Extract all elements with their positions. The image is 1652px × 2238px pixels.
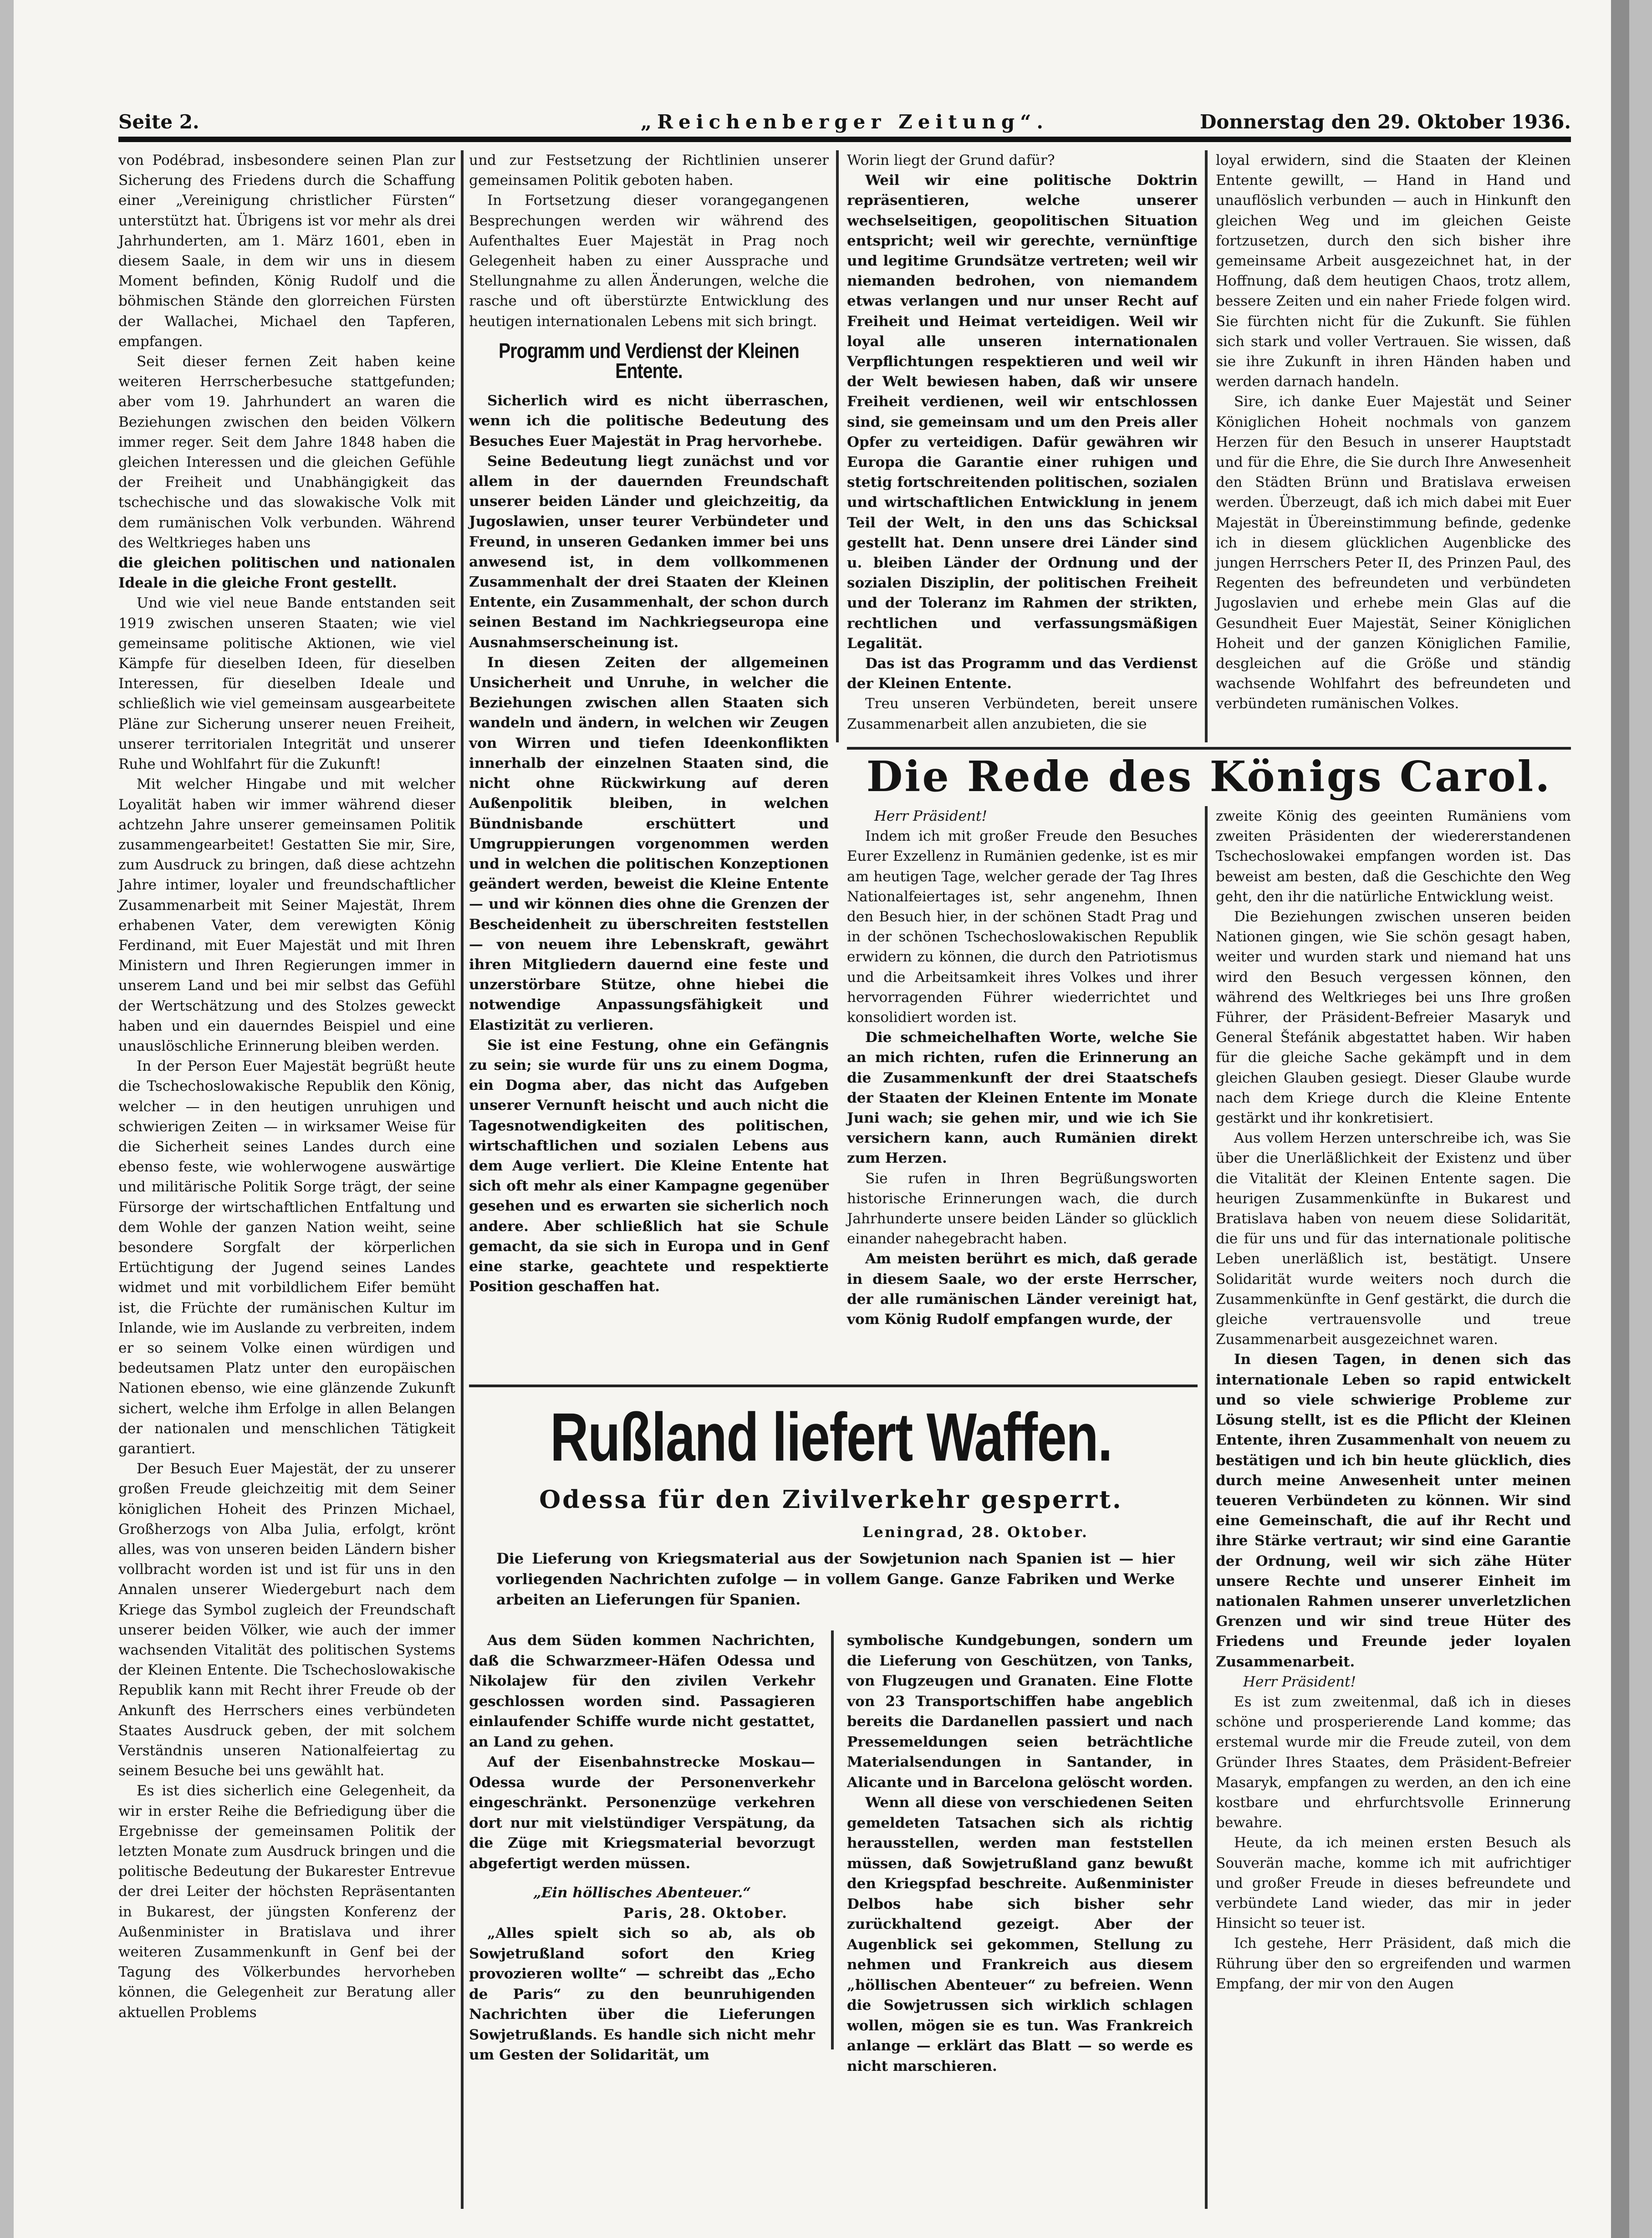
paragraph: Seit dieser fernen Zeit haben keine weiteren Herrscherbesuche stattgefunden; aber vom 19. Jahrhundert an waren die Beziehungen zwischen den beiden Völkern immer reger. Seit dem Jahre 1848 haben die gleichen Interessen und die gleichen Gefühle der Freiheit und Unabhängigkeit das tschechische und das slowakische Volk mit dem rumänischen Volk verbunden. Während des Weltkrieges haben uns [118,353,455,551]
column-1 [118,150,455,2213]
lead-paragraph: Die Lieferung von Kriegsmaterial aus der Sowjetunion nach Spanien ist — hier vorliegenden Nachrichten zufolge — in vollem Gange. Ganze Fabriken und Werke arbeiten an Lieferungen für Spanien. [496,1550,1175,1608]
paragraph: Seine Bedeutung liegt zunächst und vor allem in der dauernden Freundschaft unserer beiden Länder und gleichzeitig, da Jugoslawien, unser teurer Verbündeter und Freund, in unseren Gedanken immer bei uns anwesend ist, in dem vollkommenen Zusammenhalt der drei Staaten der Kleinen Entente, ein Zusammenhalt, der schon durch seinen Bestand im Nachkriegseuropa eine Ausnahmserscheinung ist. [469,453,829,651]
paragraph: Ich gestehe, Herr Präsident, daß mich die Rührung über den so ergreifenden und warmen Empfang, der mir von den Augen [1216,1935,1571,1992]
paragraph: loyal erwidern, sind die Staaten der Kleinen Entente gewillt, — Hand in Hand und unauflöslich verbunden — auch in Hinkunft den gleichen Weg und im gleichen Geiste fortzusetzen, durch den sich bisher ihre gemeinsame Arbeit ausgezeichnet hat, in der Hoffnung, daß dem heutigen Chaos, trotz allem, bessere Zeiten und ein naher Friede folgen wird. Sie fürchten nicht für die Zukunft. Sie fühlen sich stark und voller Vertrauen. Sie wissen, daß sie ihre Zukunft in ihren Händen haben und werden darnach handeln. [1216,152,1571,390]
paragraph: In der Person Euer Majestät begrüßt heute die Tschechoslowakische Republik den König, welcher — in den heutigen unruhigen und schwierigen Zeiten — in wirksamer Weise für die Sicherheit seines Landes durch eine ebenso feste, wie wohlerwogene auswärtige und militärische Politik Sorge trägt, der seine Fürsorge der wirtschaftlichen Entfaltung und dem Wohle der ganzen Nation weiht, seine besondere Sorgfalt der körperlichen Ertüchtigung der Jugend seines Landes widmet und mit vorbildlichem Eifer bemüht ist, die Früchte der rumänischen Kultur im Inlande, wie im Auslande zu verbreiten, indem er so seinem Volke einen würdigen und bedeutsamen Platz unter den europäischen Nationen ebenso, wie eine glänzende Zukunft sichert, welche ihm Erfolge in allen Belangen der nationalen und menschlichen Tätigkeit garantiert. [118,1058,455,1457]
paragraph: von Podébrad, insbesondere seinen Plan zur Sicherung des Friedens durch die Schaffung einer „Vereinigung christlicher Fürsten“ unterstützt hat. Übrigens ist vor mehr als drei Jahrhunderten, am 1. März 1601, eben in diesem Saale, in dem wir uns in diesem Moment befinden, König Rudolf und die böhmischen Stände den glorreichen Fürsten der Wallachei, Michael den Tapferen, empfangen. [118,152,455,350]
paragraph: Das ist das Programm und das Verdienst der Kleinen Entente. [847,655,1198,692]
paragraph: Indem ich mit großer Freude den Besuches Eurer Exzellenz in Rumänien gedenke, ist es mir am heutigen Tage, welcher gerade der Tag Ihres Nationalfeiertages ist, sehr angenehm, Ihnen den Besuch hier, in der schönen Stadt Prag und in der schönen Tschechoslowakischen Republik erwidern zu können, die durch den Patriotismus und die Arbeitsamkeit ihres Volkes und ihrer hervorragenden Führer wiederrichtet und konsolidiert worden ist. [847,828,1198,1026]
paragraph: Der Besuch Euer Majestät, der zu unserer großen Freude gleichzeitig mit dem Seiner königlichen Hoheit des Prinzen Michael, Großherzogs von Alba Julia, erfolgt, krönt alles, was von unseren beiden Ländern bisher vollbracht worden ist und ist für uns in den Annalen unserer Wiedergeburt nach dem Kriege das Symbol zugleich der Freundschaft unserer beiden Völker, wie auch der immer wachsenden Vitalität des politischen Systems der Kleinen Entente. Die Tschechoslowakische Republik kann mit Recht ihrer Freude ob der Ankunft des Herrschers eines verbündeten Staates Ausdruck geben, der mit solchem Verständnis unseren Nationalfeiertag zu seinem Besuche bei uns gewählt hat. [118,1461,455,1779]
paragraph: Aus vollem Herzen unterschreibe ich, was Sie über die Unerläßlichkeit der Existenz und über die Vitalität der Kleinen Entente sagen. Die heurigen Zusammenkünfte in Bukarest und Bratislava haben von neuem diese Solidarität, die für uns und für das internationale politische Leben unerläßlich ist, bestätigt. Unsere Solidarität wurde weiters noch durch die Zusammenkünfte in Genf gestärkt, die durch die gleiche vertrauensvolle und treue Zusammenarbeit ausgezeichnet waren. [1216,1130,1571,1348]
russia-column-left [469,1630,815,2063]
column-2 [469,150,829,1362]
russia-column-right [847,1630,1193,2074]
section-rule [847,747,1571,750]
paragraph: Mit welcher Hingabe und mit welcher Loyalität haben wir immer während dieser achtzehn Jahre unserer gemeinsamen Politik zusammengearbeitet! Gestatten Sie mir, Sire, zum Ausdruck zu bringen, daß diese achtzehn Jahre intimer, loyaler und freundschaftlicher Zusammenarbeit mit Seiner Majestät, Ihrem erhabenen Vater, dem verewigten König Ferdinand, mit Euer Majestät und mit Ihren Ministern und Ihren Regierungen immer in unserem Land und bei mir selbst das Gefühl der Wertschätzung und des Stolzes geweckt haben und ein dauerndes Beispiel und eine unauslöschliche Erinnerung bleiben werden. [118,776,455,1054]
paragraph: In Fortsetzung dieser vorangegangenen Besprechungen werden wir während des Aufenthaltes Euer Majestät in Prag noch Gelegenheit haben zu einer Aussprache und Stellungnahme zu allen Änderungen, welche die rasche und oft überstürzte Entwicklung des heutigen internationalen Lebens mit sich bringt. [469,192,829,330]
paragraph: Worin liegt der Grund dafür? [847,152,1055,169]
salutation: Herr Präsident! [1243,1673,1356,1690]
carol-column-left [847,806,1198,1385]
paragraph: Auf der Eisenbahnstrecke Moskau—Odessa wurde der Personenverkehr eingeschränkt. Personenzüge verkehren dort nur mit vielstündiger Verspätung, da die Züge mit Kriegsmaterial bevorzugt abgefertigt werden müssen. [469,1754,815,1872]
paragraph: In diesen Tagen, in denen sich das internationale Leben so rapid entwickelt und so viele schwierige Probleme zur Lösung stellt, ist es die Pflicht der Kleinen Entente, ihren Zusammenhalt von neuem zu bestätigen und ich bin heute glücklich, dies durch meine Anwesenheit unter meinen teueren Verbündeten zu können. Wir sind eine Gemeinschaft, die auf ihr Recht und ihre Stärke vertraut; wir sind eine Garantie der Ordnung, weil wir sich zähe Hüter unsere Rechte und unserer Einheit im nationalen Rahmen unserer unverletzlichen Grenzen und wir sind treue Hüter des Friedens und Freunde jeder loyalen Zusammenarbeit. [1216,1351,1571,1670]
article-subtitle: Odessa für den Zivilverkehr gesperrt. [539,1485,1123,1514]
paragraph: Sie ist eine Festung, ohne ein Gefängnis zu sein; sie wurde für uns zu einem Dogma, ein Dogma aber, das nicht das Aufgeben unserer Vernunft heischt und auch nicht die Tagesnotwendigkeiten des politischen, wirtschaftlichen und sozialen Lebens aus dem Auge verliert. Die Kleine Entente hat sich oft mehr als einer Kampagne gegenüber gesehen und es erwarten sie sicherlich noch andere. Aber schließlich hat sie Schule gemacht, da sie sich in Europa und in Genf eine starke, geachtete und respektierte Position geschaffen hat. [469,1037,829,1295]
paragraph: Treu unseren Verbündeten, bereit unsere Zusammenarbeit allen anzubieten, die sie [847,695,1198,732]
paragraph: und zur Festsetzung der Richtlinien unserer gemeinsamen Politik geboten haben. [469,152,829,189]
salutation: Herr Präsident! [874,808,987,824]
page-header [118,104,1571,140]
paragraph: Und wie viel neue Bande entstanden seit 1919 zwischen unseren Staaten; wie viel gemeinsame politische Aktionen, wie viel Kämpfe für dieselben Ideen, für dieselben Interessen, für dieselben Ideale und schließlich wie viel gemeinsam ausgearbeitete Pläne zur Sicherung unserer neuen Freiheit, unserer territorialen Integrität und unserer Ruhe und Wohlfahrt für die Zukunft! [118,595,455,773]
article-title: Rußland liefert Waffen. [550,1399,1112,1475]
paragraph: Die Beziehungen zwischen unseren beiden Nationen gingen, wie Sie schön gesagt haben, weiter und wurden stark und niemand hat uns wird den Besuch vergessen können, den während des Weltkrieges bei uns Ihre großen Führer, der Präsident-Befreier Masaryk und General Štefánik abgestattet haben. Wir haben für die gleiche Sache gekämpft und in dem gleichen Glauben gesiegt. Dieser Glaube wurde nach dem Kriege durch die Kleine Entente gestärkt und ihr konkretisiert. [1216,909,1571,1127]
paragraph: In diesen Zeiten der allgemeinen Unsicherheit und Unruhe, in welcher die Beziehungen zwischen allen Staaten sich wandeln und ändern, in welchen wir Zeugen von Wirren und tiefen Ideenkonflikten innerhalb der einzelnen Staaten sind, die nicht ohne Rückwirkung auf deren Außenpolitik bleiben, in welchen Bündnisbande erschüttert und Umgruppierungen vorgenommen werden und in welchen die politischen Konzeptionen geändert werden, beweist die Kleine Entente — und wir können dies ohne die Grenzen der Bescheidenheit zu überschreiten feststellen — von neuem ihre Lebenskraft, gewährt ihren Mitgliedern dauernd eine feste und unzerstörbare Stütze, ohne hiebei die notwendige Anpassungsfähigkeit und Elastizität zu verlieren. [469,654,829,1033]
paragraph: symbolische Kundgebungen, sondern um die Lieferung von Geschützen, von Tanks, von Flugzeugen und Granaten. Eine Flotte von 23 Transportschiffen habe angeblich bereits die Dardanellen passiert und nach Pressemeldungen seien beträchtliche Materialsendungen in Santander, in Alicante und in Barcelona gelöscht worden. [847,1632,1193,1791]
paragraph: Wenn all diese von verschiedenen Seiten gemeldeten Tatsachen sich als richtig herausstellen, werden man feststellen müssen, daß Sowjetrußland ganz bewußt den Kriegspfad beschreite. Außenminister Delbos habe sich bisher sehr zurückhaltend gezeigt. Aber der Augenblick sei gekommen, Stellung zu nehmen und Frankreich aus diesem „höllischen Abenteuer“ zu befreien. Wenn die Sowjetrussen sich wirklich schlagen wollen, mögen sie es tun. Was Frankreich anlange — erklärt das Blatt — so werde es nicht marschieren. [847,1794,1193,2074]
paragraph: Weil wir eine politische Doktrin repräsentieren, welche unserer wechselseitigen, geopolitischen Situation entspricht; weil wir gerechte, vernünftige und legitime Grundsätze vertreten; weil wir niemanden bedrohen, von niemandem etwas verlangen und nur unser Recht auf Freiheit und Heimat verteidigen. Weil wir loyal alle unseren internationalen Verpflichtungen respektieren und weil wir der Welt bewiesen haben, daß wir unsere Freiheit verdienen, weil wir entschlossen sind, sie gemeinsam und um den Preis aller Opfer zu verteidigen. Dafür gewähren wir Europa die Garantie einer ruhigen und stetig fortschreitenden politischen, sozialen und wirtschaftlichen Entwicklung in jenem Teil der Welt, in den uns das Schicksal gestellt hat. Denn unsere drei Länder sind u. bleiben Länder der Ordnung und der sozialen Disziplin, der politischen Freiheit und der Toleranz im Rahmen der strikten, rechtlichen und verfassungsmäßigen Legalität. [847,172,1198,652]
subheading: „Ein höllisches Abenteuer.“ [533,1885,751,1901]
dateline: Paris, 28. Oktober. [623,1905,788,1921]
paragraph: Sie rufen in Ihren Begrüßungsworten historische Erinnerungen wach, die durch Jahrhunderte unsere beiden Länder so glücklich einander nahegebracht haben. [847,1170,1198,1247]
column-divider [831,1630,834,2049]
paragraph: zweite König des geeinten Rumäniens vom zweiten Präsidenten der wiedererstandenen Tschechoslowakei empfangen worden ist. Das beweist am besten, daß die Geschichte den Weg geht, den ihr die natürliche Entwicklung weist. [1216,808,1571,905]
page-number: Seite 2. [118,111,199,133]
paragraph: Heute, da ich meinen ersten Besuch als Souverän mache, komme ich mit aufrichtiger und großer Freude in dieses befreundete und verbündete Land wieder, das mir in jeder Hinsicht so teuer ist. [1216,1834,1571,1932]
issue-date: Donnerstag den 29. Oktober 1936. [1199,111,1571,133]
header-rule [118,137,1571,142]
paragraph: die gleichen politischen und nationalen Ideale in die gleiche Front gestellt. [118,555,455,592]
paragraph: Sicherlich wird es nicht überraschen, wenn ich die politische Bedeutung des Besuches Euer Majestät in Prag hervorhebe. [469,393,829,450]
scan-edge [1611,0,1629,2238]
column-divider [836,150,839,742]
paragraph: Die schmeichelhaften Worte, welche Sie an mich richten, rufen die Erinnerung an die Zusammenkunft der drei Staatschefs der Staaten der Kleinen Entente im Monate Juni wach; sie gehen mir, und wie ich Sie versichern kann, auch Rumänien direkt zum Herzen. [847,1029,1198,1167]
dateline: Leningrad, 28. Oktober. [862,1523,1088,1541]
paragraph: Am meisten berührt es mich, daß gerade in diesem Saale, wo der erste Herrscher, der alle rumänischen Länder vereinigt hat, vom König Rudolf empfangen wurde, der [847,1251,1198,1328]
paragraph: Aus dem Süden kommen Nachrichten, daß die Schwarzmeer-Häfen Odessa und Nikolajew für den zivilen Verkehr geschlossen worden sind. Passagieren einlaufender Schiffe wurde nicht gestattet, an Land zu gehen. [469,1632,815,1750]
carol-column-right [1216,806,1571,2218]
newspaper-page [14,0,1629,2238]
section-heading: Programm und Verdienst der Kleinen Entente. [499,338,799,383]
column-3 [847,150,1198,742]
paragraph: Sire, ich danke Euer Majestät und Seiner Königlichen Hoheit nochmals von ganzem Herzen für den Besuch in unserer Hauptstadt und für die Ehre, die Sie durch Ihre Anwesenheit den Städten Brünn und Bratislava erweisen werden. Überzeugt, daß ich mich dabei mit Euer Majestät in Übereinstimmung befinde, gedenke ich in diesem glücklichen Augenblicke des jungen Herrschers Peter II, des Prinzen Paul, des Regenten des befreundeten und verbündeten Jugoslavien und erhebe mein Glas auf die Gesundheit Euer Majestät, Seiner Königlichen Hoheit und der ganzen Königlichen Familie, desgleichen auf die Größe und ständig wachsende Wohlfahrt des befreundeten und verbündeten rumänischen Volkes. [1216,393,1571,712]
article-title: Die Rede des Königs Carol. [866,752,1552,801]
column-divider [1205,150,1208,742]
column-4 [1216,150,1571,742]
paragraph: „Alles spielt sich so ab, als ob Sowjetrußland sofort den Krieg provozieren wollte“ — schreibt das „Echo de Paris“ zu den beunruhigenden Nachrichten über die Lieferungen Sowjetrußlands. Es handle sich nicht mehr um Gesten der Solidarität, um [469,1925,815,2063]
paragraph: Es ist zum zweitenmal, daß ich in dieses schöne und prosperierende Land komme; das erstemal wurde mir die Freude zuteil, von dem Gründer Ihres Staates, dem Präsident-Befreier Masaryk, empfangen zu werden, an den ich eine kostbare und ehrfurchtsvolle Erinnerung bewahre. [1216,1693,1571,1831]
paragraph: Es ist dies sicherlich eine Gelegenheit, da wir in erster Reihe die Befriedigung über die Ergebnisse der gemeinsamen Politik der letzten Monate zum Ausdruck bringen und die politische Bedeutung der Bukarester Entrevue der drei Leiter der höchsten Repräsentanten in Bukarest, der jüngsten Konferenz der Außenminister in Bratislava und ihrer weiteren Zusammenkunft in Genf bei der Tagung des Völkerbundes hervorheben können, die Gelegenheit zur Beratung aller aktuellen Problems [118,1783,455,2021]
column-divider [461,150,464,2209]
russia-article [469,1385,1193,2074]
newspaper-name: „Reichenberger Zeitung“. [640,111,1049,133]
column-divider [1205,806,1208,2209]
